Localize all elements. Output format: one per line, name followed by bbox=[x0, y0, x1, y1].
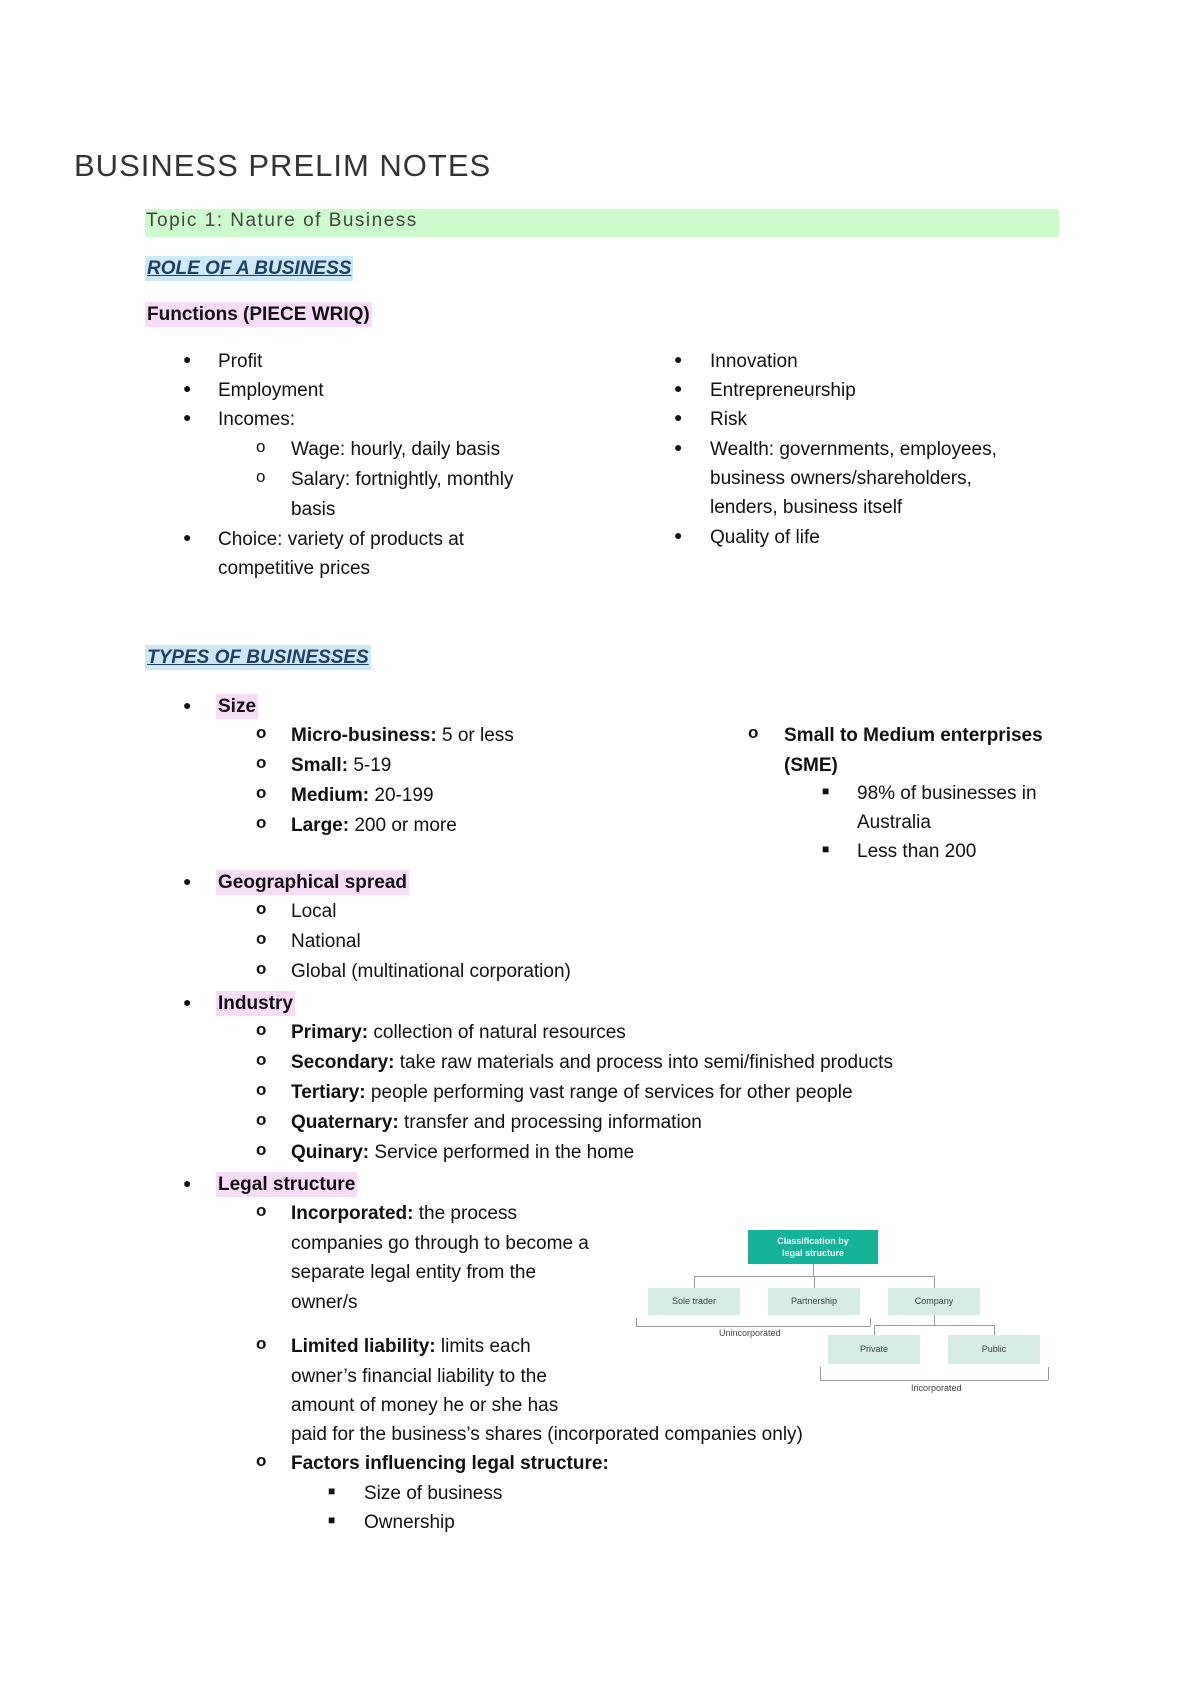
list-item: Limited liability: limits each bbox=[291, 1336, 531, 1357]
list-item-continuation: paid for the business’s shares (incorporated companies only) bbox=[291, 1424, 803, 1445]
legal-structure-diagram bbox=[636, 1230, 1056, 1395]
circle-bullet-icon: o bbox=[256, 1110, 267, 1129]
connector-line bbox=[874, 1325, 875, 1335]
sme-heading: Small to Medium enterprises bbox=[784, 725, 1043, 746]
bracket-line bbox=[820, 1380, 1048, 1381]
list-item-continuation: separate legal entity from the bbox=[291, 1262, 537, 1283]
connector-line bbox=[813, 1264, 814, 1276]
circle-bullet-icon: o bbox=[256, 437, 266, 456]
bracket-line bbox=[870, 1318, 871, 1326]
circle-bullet-icon: o bbox=[256, 753, 267, 772]
incorporated-label: Incorporated bbox=[911, 1383, 962, 1393]
circle-bullet-icon: o bbox=[256, 1334, 267, 1353]
circle-bullet-icon: o bbox=[256, 899, 267, 918]
bracket-line bbox=[636, 1318, 637, 1326]
list-item: Quality of life bbox=[710, 527, 820, 548]
list-item-continuation: Australia bbox=[857, 812, 931, 833]
unincorporated-label: Unincorporated bbox=[719, 1328, 781, 1338]
connector-line bbox=[874, 1325, 994, 1326]
list-item: Wealth: governments, employees, bbox=[710, 439, 997, 460]
list-item: Entrepreneurship bbox=[710, 380, 856, 401]
list-item-continuation: owner’s financial liability to the bbox=[291, 1366, 547, 1387]
circle-bullet-icon: o bbox=[256, 1020, 267, 1039]
list-item: Less than 200 bbox=[857, 841, 977, 862]
connector-line bbox=[814, 1276, 815, 1288]
circle-bullet-icon: o bbox=[256, 1140, 267, 1159]
list-item-continuation: owner/s bbox=[291, 1292, 358, 1313]
diagram-root-box: Classification by legal structure bbox=[748, 1230, 878, 1264]
list-item: Salary: fortnightly, monthly bbox=[291, 469, 514, 490]
bullet-icon: ● bbox=[674, 351, 683, 367]
list-item: Wage: hourly, daily basis bbox=[291, 439, 501, 460]
circle-bullet-icon: o bbox=[256, 813, 267, 832]
bullet-icon: ● bbox=[183, 380, 192, 396]
circle-bullet-icon: o bbox=[256, 1451, 267, 1470]
circle-bullet-icon: o bbox=[256, 783, 267, 802]
industry-heading: Industry bbox=[218, 993, 293, 1014]
list-item: Primary: collection of natural resources bbox=[291, 1022, 626, 1043]
bracket-line bbox=[1048, 1367, 1049, 1380]
bullet-icon: ● bbox=[183, 529, 192, 545]
bullet-icon: ● bbox=[674, 380, 683, 396]
connector-line bbox=[994, 1325, 995, 1335]
types-heading: TYPES OF BUSINESSES bbox=[147, 647, 369, 668]
list-item: Employment bbox=[218, 380, 324, 401]
diagram-box-private: Private bbox=[828, 1335, 920, 1364]
connector-line bbox=[934, 1315, 935, 1325]
square-bullet-icon: ■ bbox=[328, 1484, 336, 1498]
connector-line bbox=[694, 1276, 695, 1288]
list-item: Tertiary: people performing vast range of services for other people bbox=[291, 1082, 853, 1103]
list-item: Quinary: Service performed in the home bbox=[291, 1142, 635, 1163]
list-item: Risk bbox=[710, 409, 747, 430]
size-heading: Size bbox=[218, 696, 257, 717]
bullet-icon: ● bbox=[183, 697, 192, 713]
list-item: Micro-business: 5 or less bbox=[291, 725, 514, 746]
list-item: Incomes: bbox=[218, 409, 296, 430]
list-item-continuation: competitive prices bbox=[218, 558, 371, 579]
circle-bullet-icon: o bbox=[256, 929, 267, 948]
connector-line bbox=[934, 1276, 935, 1288]
diagram-box-sole-trader: Sole trader bbox=[648, 1288, 740, 1315]
circle-bullet-icon: o bbox=[256, 1201, 267, 1220]
bullet-icon: ● bbox=[183, 994, 192, 1010]
diagram-box-public: Public bbox=[948, 1335, 1040, 1364]
list-item: Incorporated: the process bbox=[291, 1203, 517, 1224]
diagram-box-partnership: Partnership bbox=[768, 1288, 860, 1315]
geo-heading: Geographical spread bbox=[218, 872, 408, 893]
list-item: Ownership bbox=[364, 1512, 455, 1533]
bullet-icon: ● bbox=[674, 409, 683, 425]
list-item-continuation: companies go through to become a bbox=[291, 1233, 589, 1254]
list-item: Size of business bbox=[364, 1483, 503, 1504]
list-item: Choice: variety of products at bbox=[218, 529, 465, 550]
bullet-icon: ● bbox=[674, 439, 683, 455]
topic-heading: Topic 1: Nature of Business bbox=[146, 210, 418, 231]
list-item-continuation: business owners/shareholders, bbox=[710, 468, 972, 489]
circle-bullet-icon: o bbox=[256, 723, 267, 742]
bullet-icon: ● bbox=[183, 1175, 192, 1191]
diagram-box-company: Company bbox=[888, 1288, 980, 1315]
list-item: Small: 5-19 bbox=[291, 755, 392, 776]
legal-heading: Legal structure bbox=[218, 1174, 356, 1195]
circle-bullet-icon: o bbox=[748, 723, 759, 742]
sme-heading-continuation: (SME) bbox=[784, 755, 838, 776]
list-item: Secondary: take raw materials and process into semi/finished products bbox=[291, 1052, 893, 1073]
list-item: Medium: 20-199 bbox=[291, 785, 434, 806]
list-item: Large: 200 or more bbox=[291, 815, 457, 836]
bracket-line bbox=[820, 1367, 821, 1380]
list-item: Factors influencing legal structure: bbox=[291, 1453, 609, 1474]
list-item: Innovation bbox=[710, 351, 798, 372]
list-item: Profit bbox=[218, 351, 263, 372]
role-heading: ROLE OF A BUSINESS bbox=[147, 258, 352, 279]
list-item-continuation: amount of money he or she has bbox=[291, 1395, 559, 1416]
bullet-icon: ● bbox=[674, 527, 683, 543]
bullet-icon: ● bbox=[183, 873, 192, 889]
list-item-continuation: basis bbox=[291, 499, 336, 520]
bullet-icon: ● bbox=[183, 409, 192, 425]
functions-heading: Functions (PIECE WRIQ) bbox=[147, 304, 370, 325]
list-item: 98% of businesses in bbox=[857, 783, 1037, 804]
square-bullet-icon: ■ bbox=[822, 784, 830, 798]
list-item: Quaternary: transfer and processing information bbox=[291, 1112, 702, 1133]
circle-bullet-icon: o bbox=[256, 467, 266, 486]
page-title: BUSINESS PRELIM NOTES bbox=[74, 148, 492, 183]
list-item: Global (multinational corporation) bbox=[291, 961, 571, 982]
list-item-continuation: lenders, business itself bbox=[710, 497, 903, 518]
square-bullet-icon: ■ bbox=[822, 842, 830, 856]
circle-bullet-icon: o bbox=[256, 1080, 267, 1099]
list-item: Local bbox=[291, 901, 337, 922]
circle-bullet-icon: o bbox=[256, 959, 267, 978]
square-bullet-icon: ■ bbox=[328, 1513, 336, 1527]
bracket-line bbox=[636, 1326, 870, 1327]
circle-bullet-icon: o bbox=[256, 1050, 267, 1069]
list-item: National bbox=[291, 931, 361, 952]
bullet-icon: ● bbox=[183, 351, 192, 367]
